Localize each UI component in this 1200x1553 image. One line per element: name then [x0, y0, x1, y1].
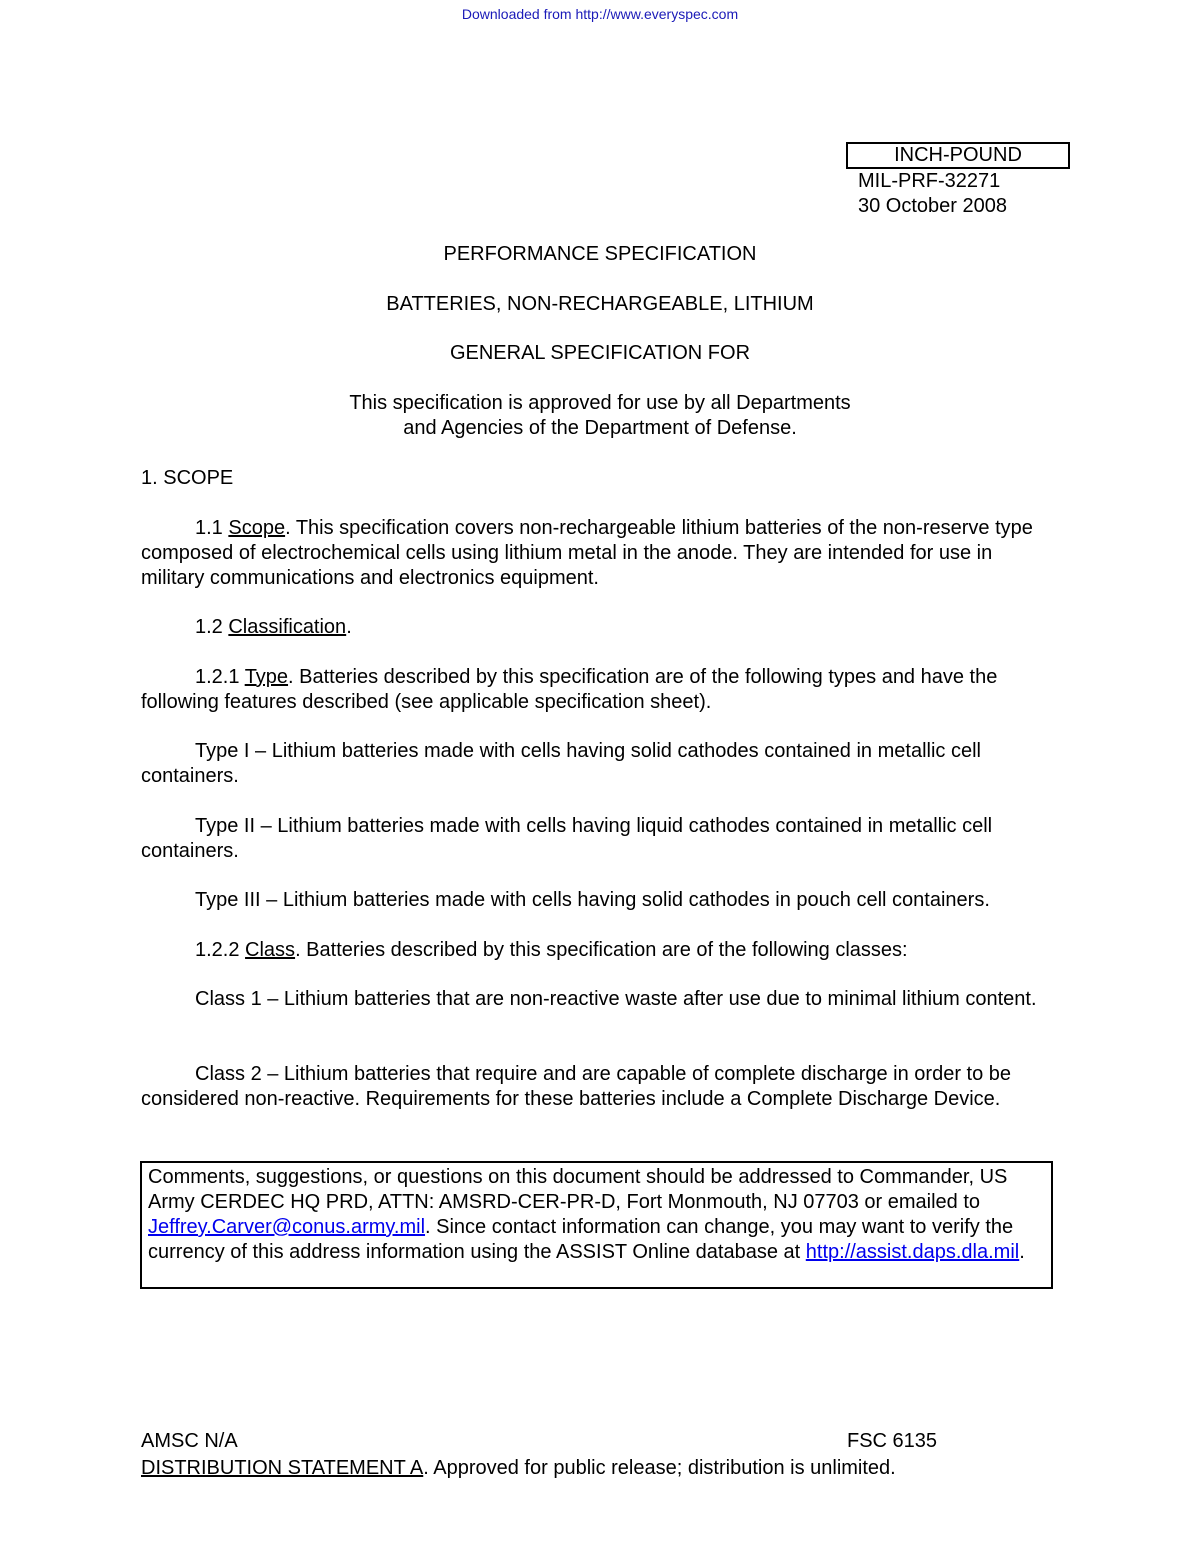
distribution-title: DISTRIBUTION STATEMENT A [141, 1457, 424, 1479]
spec-subject-title: BATTERIES, NON-RECHARGEABLE, LITHIUM [386, 293, 814, 315]
document-date: 30 October 2008 [858, 195, 1007, 217]
para-text: Type II – Lithium batteries made with cells having liquid cathodes contained in metallic cell containers. [141, 815, 993, 862]
approval-line-1: This specification is approved for use by all Departments [349, 392, 851, 414]
section-scope-heading: 1. SCOPE [141, 467, 234, 489]
amsc-label: AMSC N/A [141, 1430, 238, 1452]
comments-box [140, 1161, 1053, 1289]
distribution-statement [141, 1457, 896, 1480]
para-text: Class 2 – Lithium batteries that require and are capable of complete discharge in order to be considered non-reactive. Requirements for these batteries include a Complete Discharge Device. [141, 1063, 1012, 1110]
para-number: 1.2.1 [195, 666, 245, 688]
distribution-text: . Approved for public release; distribution is unlimited. [423, 1457, 896, 1479]
para-text: Type III – Lithium batteries made with cells having solid cathodes in pouch cell containers. [195, 889, 990, 911]
document-id-block [858, 169, 1007, 219]
assist-url-link[interactable]: http://assist.daps.dla.mil [805, 1241, 1020, 1263]
para-text: . This specification covers non-rechargeable lithium batteries of the non-reserve type composed of electrochemical cells using lithium metal in the anode. They are intended for use in military communications and electronics equipment. [141, 517, 1033, 589]
para-number: 1.2 [195, 616, 229, 638]
contact-email-link[interactable]: Jeffrey.Carver@conus.army.mil [148, 1216, 426, 1238]
inch-pound-label: INCH-POUND [846, 142, 1070, 169]
general-spec-title: GENERAL SPECIFICATION FOR [449, 342, 751, 364]
comments-text: . Since contact information can change, you may want to verify the currency of this address information using the ASSIST Online database at [148, 1216, 1014, 1263]
para-text: Type I – Lithium batteries made with cells having solid cathodes contained in metallic cell containers. [141, 740, 981, 787]
comments-text: Comments, suggestions, or questions on this document should be addressed to Commander, US Army CERDEC HQ PRD, ATTN: AMSRD-CER-PR-D, Fort Monmouth, NJ 07703 or emailed to [148, 1166, 1008, 1213]
para-number: 1.1 [195, 517, 229, 539]
class-1-description [141, 987, 1061, 1012]
type-2-description [141, 814, 1061, 864]
approval-line-2: and Agencies of the Department of Defense. [403, 417, 797, 439]
paragraph-1-1 [141, 516, 1061, 591]
para-title-scope: Scope [228, 517, 286, 539]
para-text: . Batteries described by this specification are of the following classes: [295, 939, 908, 961]
comments-text: . [1019, 1241, 1025, 1263]
para-title-type: Type [244, 666, 289, 688]
para-text: Class 1 – Lithium batteries that are non-reactive waste after use due to minimal lithium content. [195, 988, 1037, 1010]
class-2-description [141, 1062, 1061, 1112]
fsc-label: FSC 6135 [847, 1430, 938, 1452]
para-title-class: Class [245, 939, 296, 961]
spec-type-title: PERFORMANCE SPECIFICATION [443, 243, 757, 265]
type-1-description [141, 739, 1061, 789]
para-text: . Batteries described by this specification are of the following types and have the following features described (see applicable specification sheet). [141, 666, 998, 713]
para-title-classification: Classification [228, 616, 347, 638]
paragraph-1-2-2 [141, 938, 1061, 963]
para-number: 1.2.2 [195, 939, 246, 961]
document-number: MIL-PRF-32271 [858, 170, 1001, 192]
paragraph-1-2 [141, 615, 1061, 640]
paragraph-1-2-1 [141, 665, 1061, 715]
download-source-link[interactable]: Downloaded from http://www.everyspec.com [461, 6, 739, 22]
para-text: . [346, 616, 352, 638]
type-3-description [141, 888, 1061, 913]
